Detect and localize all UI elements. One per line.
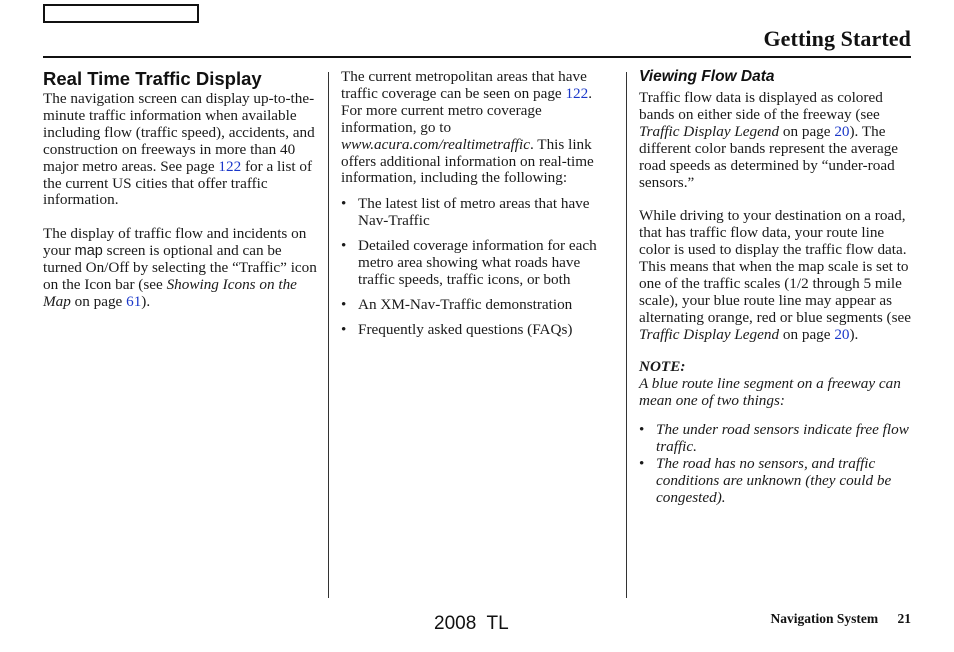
- footer-navigation: [771, 611, 912, 627]
- reference-title: Showing Icons on the Map: [43, 276, 297, 310]
- column-right: [639, 68, 914, 507]
- page-link-61[interactable]: 61: [126, 292, 142, 310]
- reference-title: Traffic Display Legend: [639, 122, 780, 140]
- page-title: Getting Started: [763, 26, 911, 51]
- reference-title: Traffic Display Legend: [639, 325, 780, 343]
- header-rule: [43, 56, 911, 58]
- page-link-20[interactable]: 20: [834, 122, 850, 140]
- list-item: • The road has no sensors, and traffic conditions are unknown (they could be congested).: [639, 456, 914, 507]
- column-divider-2: [626, 72, 627, 598]
- list-item: • The latest list of metro areas that have Nav-Traffic: [341, 196, 616, 230]
- list-item: • An XM-Nav-Traffic demonstration: [341, 297, 616, 314]
- column-divider-1: [328, 72, 329, 598]
- header-tab-box: [43, 4, 199, 23]
- page-link-122[interactable]: 122: [565, 84, 589, 102]
- list-item: • The under road sensors indicate free flow traffic.: [639, 422, 914, 456]
- coverage-paragraph: The current metropolitan areas that have traffic coverage can be seen on page 122. For more current metro coverage information, go to www.acura.com/realtimetraffic. This link offers additional information on real-time information, including the following:: [341, 68, 594, 187]
- website-features-list: [341, 196, 616, 338]
- model-label: 2008 TL: [434, 613, 509, 634]
- column-middle: [341, 69, 616, 347]
- list-item: • Detailed coverage information for each metro area showing what roads have traffic speeds, traffic icons, or both: [341, 238, 616, 289]
- intro-paragraph: The navigation screen can display up-to-the-minute traffic information when available including flow (traffic speed), accidents, and construction on freeways in more than 40 major metro areas. See page 122 for a list of the current US cities that offer traffic information.: [43, 90, 315, 209]
- toggle-paragraph: The display of traffic flow and incidents on your map screen is optional and can be turned On/Off by selecting the “Traffic” icon on the Icon bar (see Showing Icons on the Map on page 61).: [43, 225, 317, 310]
- footer-system-label: Navigation System: [770, 611, 879, 626]
- website-url[interactable]: www.acura.com/realtimetraffic: [341, 135, 530, 153]
- page-link-122[interactable]: 122: [218, 157, 242, 175]
- note-text: A blue route line segment on a freeway can mean one of two things:: [639, 374, 901, 409]
- note-label: NOTE:: [639, 357, 686, 375]
- section-heading: Real Time Traffic Display: [43, 68, 262, 89]
- map-term: map: [74, 243, 103, 260]
- list-item: • Frequently asked questions (FAQs): [341, 322, 616, 339]
- note-list: [639, 422, 914, 507]
- page-number: 21: [897, 611, 911, 626]
- page-link-20[interactable]: 20: [834, 325, 850, 343]
- flow-data-paragraph: Traffic flow data is displayed as colored bands on either side of the freeway (see Traffic Display Legend on page 20). The different color bands represent the average road speeds as determined by “under-road sensors.”: [639, 89, 899, 191]
- subsection-heading: Viewing Flow Data: [639, 68, 775, 85]
- route-line-paragraph: While driving to your destination on a road, that has traffic flow data, your route line color is used to display the traffic flow data. This means that when the map scale is set to one of the traffic scales (1/2 through 5 mile scale), your blue route line may appear as alternating orange, red or blue segments (see Traffic Display Legend on page 20).: [639, 207, 912, 343]
- column-left: [43, 68, 318, 311]
